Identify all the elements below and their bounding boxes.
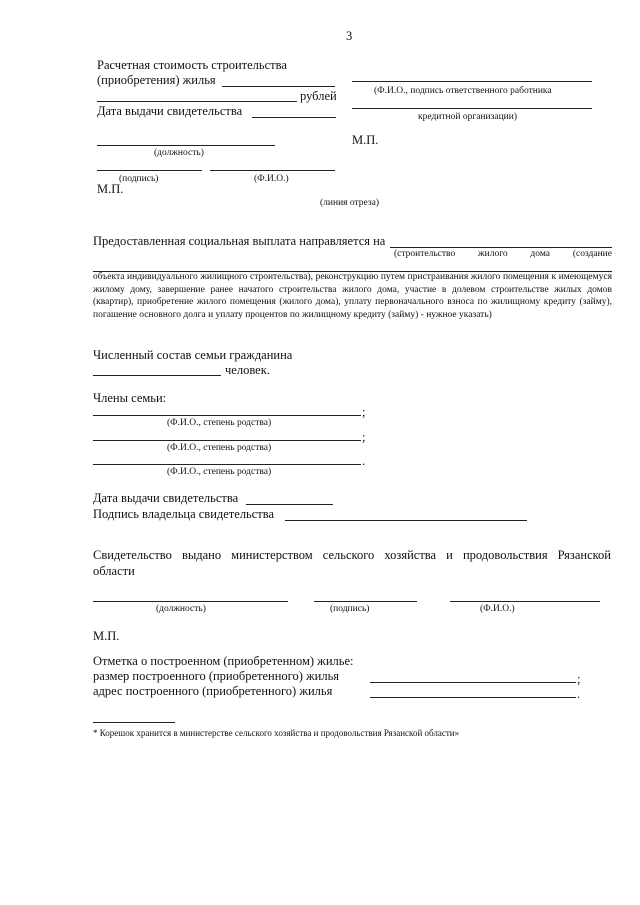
stamp-top-right: М.П. [352,133,379,147]
owner-signature-label: Подпись владельца свидетельства [93,507,275,521]
persons-word: человек. [225,363,270,377]
officer-line2[interactable] [352,108,592,109]
family-member-caption-3: (Ф.И.О., степень родства) [167,467,272,477]
signature-caption-bottom: (подпись) [330,604,370,614]
position-caption-top: (должность) [154,148,204,158]
fio-caption-top: (Ф.И.О.) [254,174,289,184]
position-caption-bottom: (должность) [156,604,206,614]
family-member-end-1: ; [362,405,366,419]
housing-address-label: адрес построенного (приобретенного) жилья [93,684,333,698]
position-line-bottom[interactable] [93,601,288,602]
family-member-line-2[interactable] [93,440,361,441]
cut-line-caption: (линия отреза) [320,198,380,208]
housing-address-end: . [577,687,581,701]
issue-date-line-top[interactable] [252,117,336,118]
stamp-top-left: М.П. [97,182,124,196]
cost-value-line2[interactable] [97,101,297,102]
page-number: 3 [346,29,353,43]
cost-value-line[interactable] [222,86,335,87]
officer-caption-line2: кредитной организации) [418,112,517,122]
housing-size-end: ; [577,672,581,686]
signature-caption-top: (подпись) [119,174,159,184]
housing-size-label: размер построенного (приобретенного) жилья [93,669,340,683]
housing-size-line[interactable] [370,682,576,683]
fio-caption-bottom: (Ф.И.О.) [480,604,515,614]
cost-label-line2: (приобретения) жилья [97,73,216,87]
signature-line-top[interactable] [97,170,202,171]
family-member-end-2: ; [362,430,366,444]
family-members-label: Члены семьи: [93,391,167,405]
family-member-caption-2: (Ф.И.О., степень родства) [167,443,272,453]
housing-address-line[interactable] [370,697,576,698]
payment-lead: Предоставленная социальная выплата направляется на [93,234,386,248]
family-member-line-3[interactable] [93,464,361,465]
position-line-top[interactable] [97,145,275,146]
issue-date-line[interactable] [246,504,333,505]
issued-by-line2: области [93,564,135,578]
payment-purpose-line[interactable] [390,247,612,248]
family-member-caption-1: (Ф.И.О., степень родства) [167,418,272,428]
footnote-separator [93,722,175,723]
housing-note-title: Отметка о построенном (приобретенном) жилье: [93,654,354,668]
cost-label-line1: Расчетная стоимость строительства [97,58,287,72]
signature-line-bottom[interactable] [314,601,417,602]
owner-signature-line[interactable] [285,520,527,521]
stamp-bottom: М.П. [93,629,120,643]
fio-line-top[interactable] [210,170,335,171]
issue-date-label-top: Дата выдачи свидетельства [97,104,243,118]
family-size-line[interactable] [93,375,221,376]
family-member-end-3: . [362,454,366,468]
fio-line-bottom[interactable] [450,601,600,602]
officer-caption-line1: (Ф.И.О., подпись ответственного работника [374,86,552,96]
family-member-line-1[interactable] [93,415,361,416]
currency-label: рублей [300,89,337,103]
payment-purpose-text: объекта индивидуального жилищного строительства), реконструкцию путем пристраивания жилого помещения к имеющемуся жилому дому, завершение ранее начатого строительства жилого дома, участие в долевом строительстве жилых домов (квартир), приобретение жилого помещения (жилого дома), уплату первоначального взноса по жилищному кредиту (займу), погашение основного долга и уплату процентов по жилищному кредиту (займу) - нужное указать) [93,272,612,320]
issued-by-line1: Свидетельство выдано министерством сельского хозяйства и продовольствия Рязанской [93,548,611,562]
family-size-label: Численный состав семьи гражданина [93,348,293,362]
issue-date-label: Дата выдачи свидетельства [93,491,239,505]
officer-line[interactable] [352,81,592,82]
payment-purpose-first-line: (строительство жилого дома (создание [394,249,612,259]
footnote: * Корешок хранится в министерстве сельского хозяйства и продовольствия Рязанской области» [93,728,460,738]
